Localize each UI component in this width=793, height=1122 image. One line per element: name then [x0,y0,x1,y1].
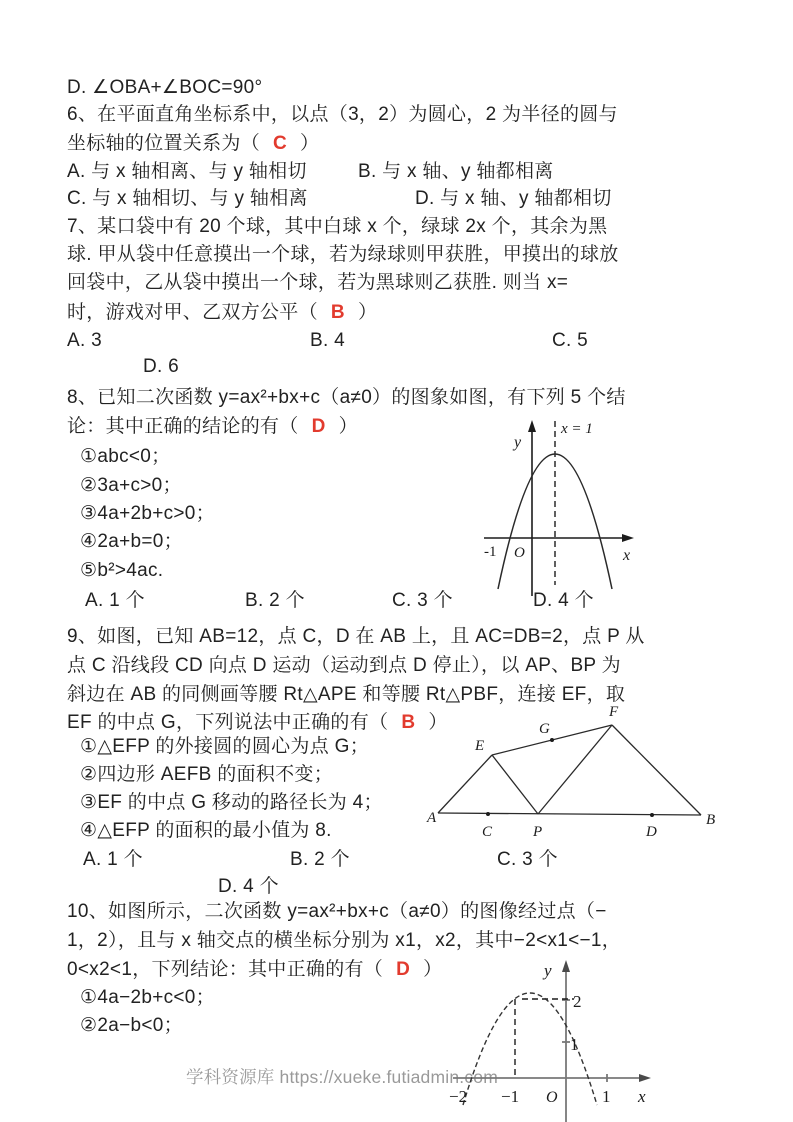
q10-y-label: y [544,961,552,980]
q7-stem-line2: 球. 甲从袋中任意摸出一个球，若为绿球则甲获胜，甲摸出的球放 [67,244,619,265]
q9-item-2: ②四边形 AEFB 的面积不变； [80,764,334,785]
q9-segment-EP [492,755,538,814]
q9-answer: B [401,712,416,733]
q10-y-axis-arrow [562,960,570,972]
q8-origin-label: O [514,545,525,561]
q8-x-label: x [623,547,631,564]
q9-option-d: D. 4 个 [218,876,279,897]
q9-point-D-dot [650,813,654,817]
q10-answer: D [396,959,411,980]
q7-stem4-close: ） [357,302,378,323]
q10-x-label: x [638,1087,646,1106]
q9-stem-line2: 点 C 沿线段 CD 向点 D 运动（运动到点 D 停止），以 AP、BP 为 [67,655,621,676]
q9-segment-AE [438,755,492,813]
q10-tick-y2: 2 [573,992,582,1011]
q10-tick-1: 1 [602,1087,611,1106]
q8-symmetry-label: x = 1 [561,421,593,437]
q10-parabola-figure [443,955,683,1122]
q7-stem4-text: 时，游戏对甲、乙双方公平（ [67,302,318,323]
q6-stem2-close: ） [300,133,320,154]
q6-stem-line2 [67,133,319,155]
q7-option-b: B. 4 [310,330,345,351]
q8-answer: D [311,416,326,437]
watermark: 学科资源库 https://xueke.futiadmin.com [186,1067,498,1087]
q9-segment-AB [438,813,701,815]
q8-stem-line1: 8、已知二次函数 y=ax²+bx+c（a≠0）的图象如图，有下列 5 个结 [67,387,626,408]
q6-stem-line1: 6、在平面直角坐标系中，以点（3，2）为圆心，2 为半径的圆与 [67,104,618,125]
q8-y-label: y [514,434,522,451]
q8-option-b: B. 2 个 [245,590,305,611]
q10-stem-line3 [67,959,442,981]
q10-tick-y1: 1 [570,1035,579,1054]
q9-option-b: B. 2 个 [290,849,350,870]
q8-x-axis-arrow [622,534,634,542]
q9-stem-line1: 9、如图，已知 AB=12，点 C，D 在 AB 上，且 AC=DB=2，点 P 从 [67,626,645,647]
q8-option-d: D. 4 个 [533,590,594,611]
q10-origin-label: O [546,1089,558,1106]
q10-stem-line1: 10、如图所示，二次函数 y=ax²+bx+c（a≠0）的图像经过点（− [67,901,607,922]
q8-stem2-close: ） [338,416,358,437]
q9-option-c: C. 3 个 [497,849,558,870]
q6-option-b: B. 与 x 轴、y 轴都相离 [358,161,554,182]
q7-stem-line3: 回袋中，乙从袋中摸出一个球，若为黑球则乙获胜. 则当 x= [67,272,569,293]
q9-point-C-dot [486,812,490,816]
q9-label-A: A [427,810,437,826]
q10-x-axis-arrow [639,1074,651,1082]
q8-item-5: ⑤b²>4ac. [80,560,164,581]
q9-point-G-dot [550,738,554,742]
q8-item-2: ②3a+c>0； [80,475,182,496]
q8-tick-neg1: -1 [484,544,497,560]
q9-label-C: C [482,824,493,840]
q9-item-3: ③EF 的中点 G 移动的路径长为 4； [80,792,383,813]
q10-item-1: ①4a−2b+c<0； [80,987,215,1008]
q10-tick-neg2: −2 [449,1087,468,1106]
q9-label-G: G [539,721,550,737]
q8-parabola-figure [478,413,640,599]
q9-segment-FB [612,725,701,815]
q8-option-c: C. 3 个 [392,590,453,611]
q9-label-D: D [646,824,657,840]
q6-answer: C [273,133,288,154]
q10-stem3-close: ） [423,959,443,980]
q10-stem3-text: 0<x2<1，下列结论：其中正确的有（ [67,959,384,980]
q6-option-a: A. 与 x 轴相离、与 y 轴相切 [67,161,307,182]
q9-stem4-close: ） [428,712,448,733]
q8-item-1: ①abc<0； [80,446,171,467]
q8-stem2-text: 论：其中正确的结论的有（ [67,416,299,437]
q9-segment-PF [538,725,612,814]
q8-item-4: ④2a+b=0； [80,531,183,552]
q6-option-d: D. 与 x 轴、y 轴都相切 [415,188,612,209]
q7-stem-line1: 7、某口袋中有 20 个球，其中白球 x 个，绿球 2x 个，其余为黑 [67,216,608,237]
q9-stem4-text: EF 的中点 G，下列说法中正确的有（ [67,712,389,733]
q7-option-d: D. 6 [143,356,180,377]
q10-item-2: ②2a−b<0； [80,1015,183,1036]
q8-option-a: A. 1 个 [85,590,145,611]
q8-item-3: ③4a+2b+c>0； [80,503,215,524]
q9-item-1: ①△EFP 的外接圆的圆心为点 G； [80,736,369,757]
q7-stem-line4 [67,302,377,324]
q10-tick-neg1: −1 [501,1087,520,1106]
q9-label-F: F [609,704,619,720]
q7-answer: B [330,302,345,323]
q8-stem-line2 [67,416,358,438]
q9-label-P: P [533,824,543,840]
q10-stem-line2: 1，2），且与 x 轴交点的横坐标分别为 x1，x2，其中−2<x1<−1， [67,930,622,951]
q9-stem-line4 [67,712,448,734]
q7-option-a: A. 3 [67,330,102,351]
q6-stem2-text: 坐标轴的位置关系为（ [67,133,261,154]
q9-option-a: A. 1 个 [83,849,143,870]
q6-option-c: C. 与 x 轴相切、与 y 轴相离 [67,188,308,209]
q9-stem-line3: 斜边在 AB 的同侧画等腰 Rt△APE 和等腰 Rt△PBF，连接 EF，取 [67,684,626,705]
q7-option-c: C. 5 [552,330,589,351]
q8-y-axis-arrow [528,420,536,432]
q9-label-E: E [475,738,485,754]
q9-label-B: B [706,812,716,828]
q9-item-4: ④△EFP 的面积的最小值为 8. [80,820,332,841]
q5-option-d: D. ∠OBA+∠BOC=90° [67,77,263,98]
q9-geometry-figure [425,700,740,845]
